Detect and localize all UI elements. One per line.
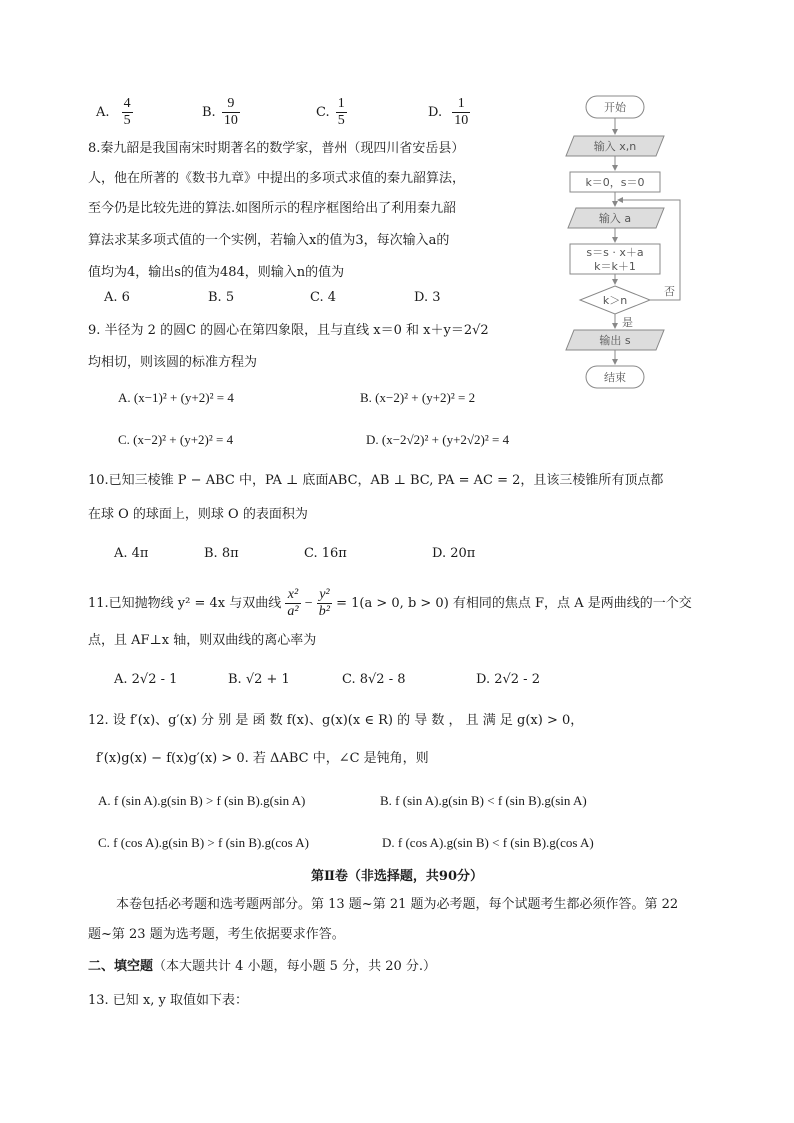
q11-line-1 xyxy=(88,584,692,624)
flow-input-a-text: 输入 a xyxy=(598,212,632,225)
q9-option-d: D. (x−2√2)² + (y+2√2)² = 4 xyxy=(366,432,510,447)
flow-update-text-2: k＝k＋1 xyxy=(594,260,636,273)
q9-line-1: 9. 半径为 2 的圆C 的圆心在第四象限，且与直线 x＝0 和 x＋y＝2√2 xyxy=(88,323,489,338)
q7-option-b: B. $\frac{9}{10}$ xyxy=(202,96,238,128)
flow-end-text: 结束 xyxy=(604,371,626,384)
part2-title: 第Ⅱ卷（非选择题，共90分） xyxy=(310,869,484,884)
flow-yes-label: 是 xyxy=(622,316,633,329)
q11-minus: − xyxy=(304,596,313,611)
q8-line-4: 算法求某多项式值的一个实例，若输入x的值为3，每次输入a的 xyxy=(88,233,450,248)
q7-option-a: A. $\frac{4}{5}$ xyxy=(96,96,131,128)
q12-line-1: 12. 设 f′(x)、g′(x) 分 别 是 函 数 f(x)、g(x)(x ∈ R) 的 导 数 ， 且 满 足 g(x) > 0， xyxy=(88,713,584,728)
q11-option-b: B. √2 + 1 xyxy=(228,672,290,687)
q11-suffix: = 1(a > 0, b > 0) 有相同的焦点 F，点 A 是两曲线的一个交 xyxy=(336,596,692,611)
q8-option-d: D. 3 xyxy=(414,290,441,305)
flow-no-label: 否 xyxy=(664,285,675,298)
q9-option-c: C. (x−2)² + (y+2)² = 4 xyxy=(118,432,234,447)
q9-option-a: A. (x−1)² + (y+2)² = 4 xyxy=(118,390,234,405)
q12-option-a: A. f (sin A).g(sin B) > f (sin B).g(sin A) xyxy=(98,793,306,808)
q10-option-a: A. 4π xyxy=(114,546,149,561)
flow-start-text: 开始 xyxy=(604,101,626,114)
q11-option-c: C. 8√2 - 8 xyxy=(342,672,406,687)
q7-option-d: D. $\frac{1}{10}$ xyxy=(428,96,469,128)
q10-option-c: C. 16π xyxy=(304,546,347,561)
q12-option-d: D. f (cos A).g(sin B) < f (sin B).g(cos A) xyxy=(382,835,594,850)
q8-option-c: C. 4 xyxy=(310,290,337,305)
q12-option-b: B. f (sin A).g(sin B) < f (sin B).g(sin A) xyxy=(380,793,587,808)
q8-line-3: 至今仍是比较先进的算法.如图所示的程序框图给出了利用秦九韶 xyxy=(88,201,457,216)
q8-line-5: 值均为4，输出s的值为484，则输入n的值为 xyxy=(88,265,345,280)
part2-desc-line-1: 本卷包括必考题和选考题两部分。第 13 题~第 21 题为必考题，每个试题考生都必须作答。第 22 xyxy=(116,897,679,912)
q11-prefix: 11.已知抛物线 y² = 4x 与双曲线 xyxy=(88,596,282,611)
q11-fraction-x: $\frac{\text{x²}}{\text{a²}}$ xyxy=(287,587,299,619)
q10-option-d: D. 20π xyxy=(432,546,476,561)
q9-option-b: B. (x−2)² + (y+2)² = 2 xyxy=(360,390,476,405)
q8-line-1: 8.秦九韶是我国南宋时期著名的数学家，普州（现四川省安岳县） xyxy=(88,141,465,156)
q11-line-2: 点，且 AF⊥x 轴，则双曲线的离心率为 xyxy=(88,633,317,648)
q7-option-c: C. $\frac{1}{5}$ xyxy=(316,96,345,128)
section2-heading-bold: 二、填空题 xyxy=(88,959,154,974)
q10-option-b: B. 8π xyxy=(204,546,239,561)
flow-input-xn-text: 输入 x,n xyxy=(593,140,637,153)
q12-line-2: f′(x)g(x) − f(x)g′(x) > 0. 若 ΔABC 中，∠C 是钝角，则 xyxy=(96,751,429,766)
q10-line-1: 10.已知三棱锥 P − ABC 中，PA ⊥ 底面ABC，AB ⊥ BC, PA = AC = 2，且该三棱锥所有顶点都 xyxy=(88,473,664,488)
q8-option-b: B. 5 xyxy=(208,290,235,305)
part2-desc-line-2: 题~第 23 题为选考题，考生依据要求作答。 xyxy=(88,927,345,942)
q13-text: 13. 已知 x, y 取值如下表： xyxy=(88,993,249,1008)
flowchart-diagram xyxy=(560,88,700,394)
q8-option-a: A. 6 xyxy=(104,290,130,305)
flow-init-text: k＝0，s＝0 xyxy=(585,176,645,189)
q12-option-c: C. f (cos A).g(sin B) > f (sin B).g(cos A) xyxy=(98,835,309,850)
q11-fraction-y: $\frac{\text{y²}}{\text{b²}}$ xyxy=(318,587,330,619)
flow-update-text-1: s＝s · x＋a xyxy=(586,246,644,259)
section2-heading xyxy=(88,958,436,976)
q11-option-d: D. 2√2 - 2 xyxy=(476,672,540,687)
q9-line-2: 均相切，则该圆的标准方程为 xyxy=(88,355,258,370)
q10-line-2: 在球 O 的球面上，则球 O 的表面积为 xyxy=(88,507,308,522)
q8-line-2: 人，他在所著的《数书九章》中提出的多项式求值的秦九韶算法， xyxy=(88,171,466,186)
section2-heading-rest: （本大题共计 4 小题，每小题 5 分，共 20 分.） xyxy=(153,959,437,974)
flow-condition-text: k＞n xyxy=(602,294,628,307)
q11-option-a: A. 2√2 - 1 xyxy=(114,672,178,687)
flow-output-text: 输出 s xyxy=(599,334,631,347)
